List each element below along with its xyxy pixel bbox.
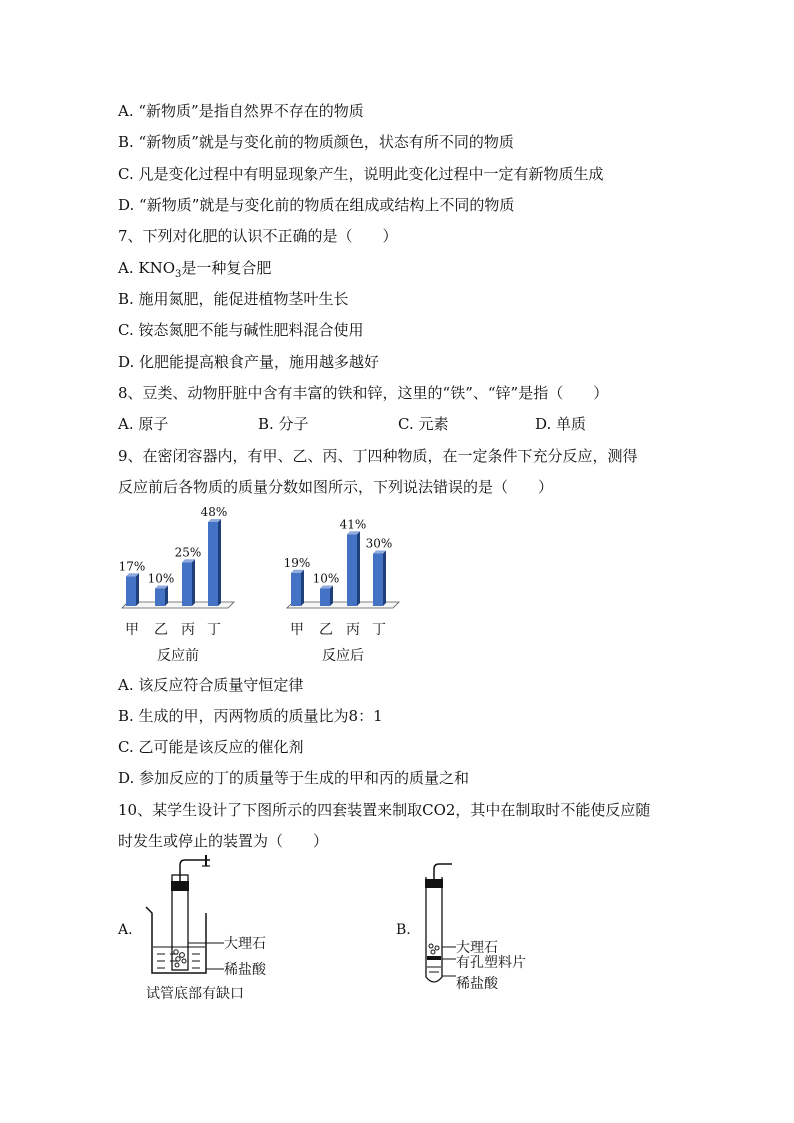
bar-丙 bbox=[182, 559, 195, 606]
test-tube-icon bbox=[426, 877, 442, 982]
apparatus-b bbox=[390, 855, 560, 1000]
bar-front bbox=[182, 562, 192, 606]
bar-side bbox=[218, 519, 221, 606]
label-acid-b: 稀盐酸 bbox=[456, 976, 498, 992]
bar-side bbox=[136, 573, 139, 606]
chart-before bbox=[110, 500, 250, 668]
q9-option-b: B. 生成的甲，丙两物质的质量比为8：1 bbox=[118, 707, 383, 725]
bar-side bbox=[301, 570, 304, 606]
category-label: 丙 bbox=[346, 622, 360, 638]
marble-icon bbox=[431, 950, 435, 954]
q6-option-a: A. “新物质”是指自然界不存在的物质 bbox=[118, 102, 364, 120]
value-label: 17% bbox=[118, 559, 146, 574]
bar-丙 bbox=[347, 531, 360, 606]
q7-stem: 7、下列对化肥的认识不正确的是（ ） bbox=[118, 227, 398, 245]
q8-option-a: A. 原子 bbox=[118, 415, 169, 433]
q9-option-d: D. 参加反应的丁的质量等于生成的甲和丙的质量之和 bbox=[118, 769, 470, 787]
bar-丁 bbox=[373, 551, 386, 607]
apparatus-b-letter: B. bbox=[396, 922, 411, 938]
bar-front bbox=[126, 576, 136, 606]
bar-甲 bbox=[291, 570, 304, 606]
q10-stem-line1: 10、某学生设计了下图所示的四套装置来制取CO2，其中在制取时不能使反应随 bbox=[118, 801, 651, 819]
chart-title: 反应前 bbox=[157, 648, 199, 664]
bar-front bbox=[347, 534, 357, 606]
bar-side bbox=[357, 531, 360, 606]
chart-title: 反应后 bbox=[322, 648, 364, 664]
category-label: 丁 bbox=[372, 622, 386, 638]
q7-option-d: D. 化肥能提高粮食产量，施用越多越好 bbox=[118, 353, 380, 371]
bar-乙 bbox=[155, 586, 168, 607]
caption-a: 试管底部有缺口 bbox=[146, 986, 244, 1002]
bar-front bbox=[291, 573, 301, 606]
value-label: 10% bbox=[312, 571, 340, 586]
bar-front bbox=[208, 522, 218, 606]
bar-side bbox=[383, 551, 386, 607]
bar-front bbox=[373, 554, 383, 607]
q9-option-c: C. 乙可能是该反应的催化剂 bbox=[118, 738, 304, 756]
bar-side bbox=[165, 586, 168, 607]
q9-stem-line1: 9、在密闭容器内，有甲、乙、丙、丁四种物质，在一定条件下充分反应，测得 bbox=[118, 447, 638, 465]
q7-option-c: C. 铵态氮肥不能与碱性肥料混合使用 bbox=[118, 321, 364, 339]
value-label: 30% bbox=[365, 536, 393, 551]
category-label: 甲 bbox=[125, 622, 139, 638]
perforated-plate-icon bbox=[427, 956, 441, 960]
q6-option-b: B. “新物质”就是与变化前的物质颜色，状态有所不同的物质 bbox=[118, 133, 514, 151]
q8-stem: 8、豆类、动物肝脏中含有丰富的铁和锌，这里的“铁”、“锌”是指（ ） bbox=[118, 384, 609, 402]
marble-icon bbox=[429, 944, 433, 948]
value-label: 10% bbox=[147, 571, 175, 586]
q6-option-c: C. 凡是变化过程中有明显现象产生，说明此变化过程中一定有新物质生成 bbox=[118, 165, 604, 183]
q10-stem-line2: 时发生或停止的装置为（ ） bbox=[118, 832, 329, 850]
stopper-icon bbox=[425, 879, 443, 888]
q8-option-c: C. 元素 bbox=[398, 415, 449, 433]
category-label: 甲 bbox=[290, 622, 304, 638]
category-label: 乙 bbox=[319, 622, 333, 638]
label-marble-b: 大理石 bbox=[456, 940, 498, 956]
q8-option-d: D. 单质 bbox=[535, 415, 587, 433]
q7-option-a-subscript: 3 bbox=[175, 269, 182, 280]
bar-side bbox=[330, 586, 333, 607]
chart-after bbox=[275, 500, 415, 668]
marble-icon bbox=[182, 959, 186, 963]
q7-option-a bbox=[118, 258, 271, 285]
apparatus-a bbox=[110, 855, 310, 1010]
bar-乙 bbox=[320, 586, 333, 607]
q7-option-b: B. 施用氮肥，能促进植物茎叶生长 bbox=[118, 290, 349, 308]
category-label: 丁 bbox=[207, 622, 221, 638]
stopper-icon bbox=[171, 881, 189, 891]
marble-icon bbox=[175, 963, 179, 967]
bar-side bbox=[192, 559, 195, 606]
category-label: 乙 bbox=[154, 622, 168, 638]
marble-icon bbox=[180, 953, 185, 958]
bar-甲 bbox=[126, 573, 139, 606]
q8-option-b: B. 分子 bbox=[258, 415, 309, 433]
value-label: 48% bbox=[200, 505, 228, 519]
value-label: 41% bbox=[339, 517, 367, 532]
marble-icon bbox=[435, 946, 439, 950]
q9-option-a: A. 该反应符合质量守恒定律 bbox=[118, 676, 304, 694]
value-label: 19% bbox=[283, 555, 311, 570]
bar-front bbox=[320, 589, 330, 607]
bar-front bbox=[155, 589, 165, 607]
q6-option-d: D. “新物质”就是与变化前的物质在组成或结构上不同的物质 bbox=[118, 196, 515, 214]
apparatus-a-letter: A. bbox=[118, 922, 133, 938]
delivery-tube-icon bbox=[434, 864, 452, 879]
label-marble-a: 大理石 bbox=[224, 936, 266, 952]
q9-stem-line2: 反应前后各物质的质量分数如图所示，下列说法错误的是（ ） bbox=[118, 478, 554, 496]
category-label: 丙 bbox=[181, 622, 195, 638]
label-plate-b: 有孔塑料片 bbox=[456, 955, 526, 971]
value-label: 25% bbox=[174, 545, 202, 560]
q7-option-a-prefix: A. KNO bbox=[118, 259, 175, 277]
q8-options bbox=[118, 414, 586, 434]
q7-option-a-suffix: 是一种复合肥 bbox=[181, 259, 272, 277]
bar-丁 bbox=[208, 519, 221, 606]
label-acid-a: 稀盐酸 bbox=[224, 962, 266, 978]
